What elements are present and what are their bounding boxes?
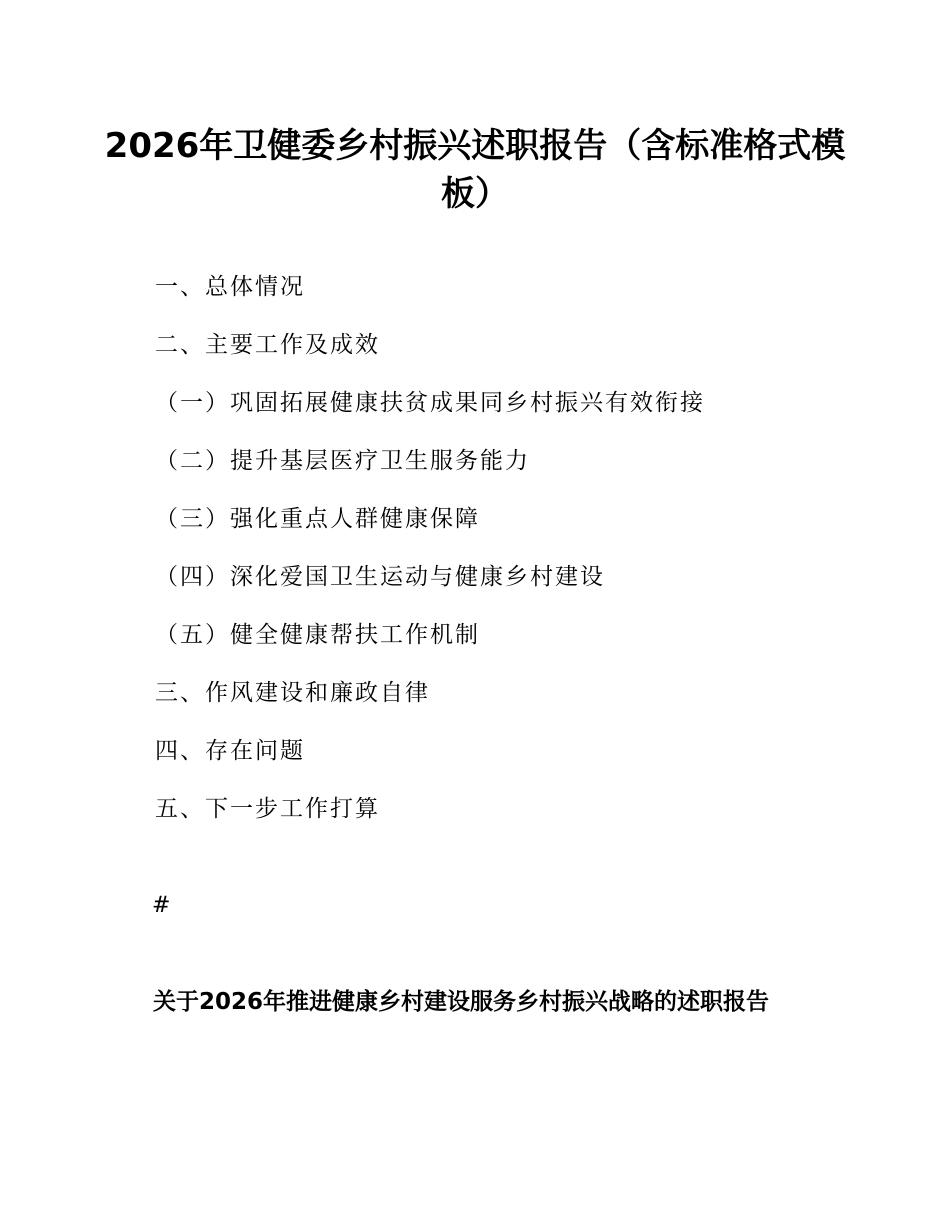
section-separator: #: [152, 893, 171, 918]
toc-item: （五）健全健康帮扶工作机制: [155, 622, 480, 648]
toc-item: 四、存在问题: [155, 738, 305, 764]
toc-item: （一）巩固拓展健康扶贫成果同乡村振兴有效衔接: [155, 390, 705, 416]
document-title: 2026年卫健委乡村振兴述职报告（含标准格式模板）: [104, 126, 846, 214]
toc-item: 五、下一步工作打算: [155, 796, 380, 822]
toc-item: 二、主要工作及成效: [155, 332, 380, 358]
toc-item: （三）强化重点人群健康保障: [155, 506, 480, 532]
toc-item: 一、总体情况: [155, 274, 305, 300]
toc-item: （四）深化爱国卫生运动与健康乡村建设: [155, 564, 605, 590]
toc-item: （二）提升基层医疗卫生服务能力: [155, 448, 530, 474]
toc-item: 三、作风建设和廉政自律: [155, 680, 430, 706]
next-section-title: 关于2026年推进健康乡村建设服务乡村振兴战略的述职报告: [153, 989, 770, 1015]
